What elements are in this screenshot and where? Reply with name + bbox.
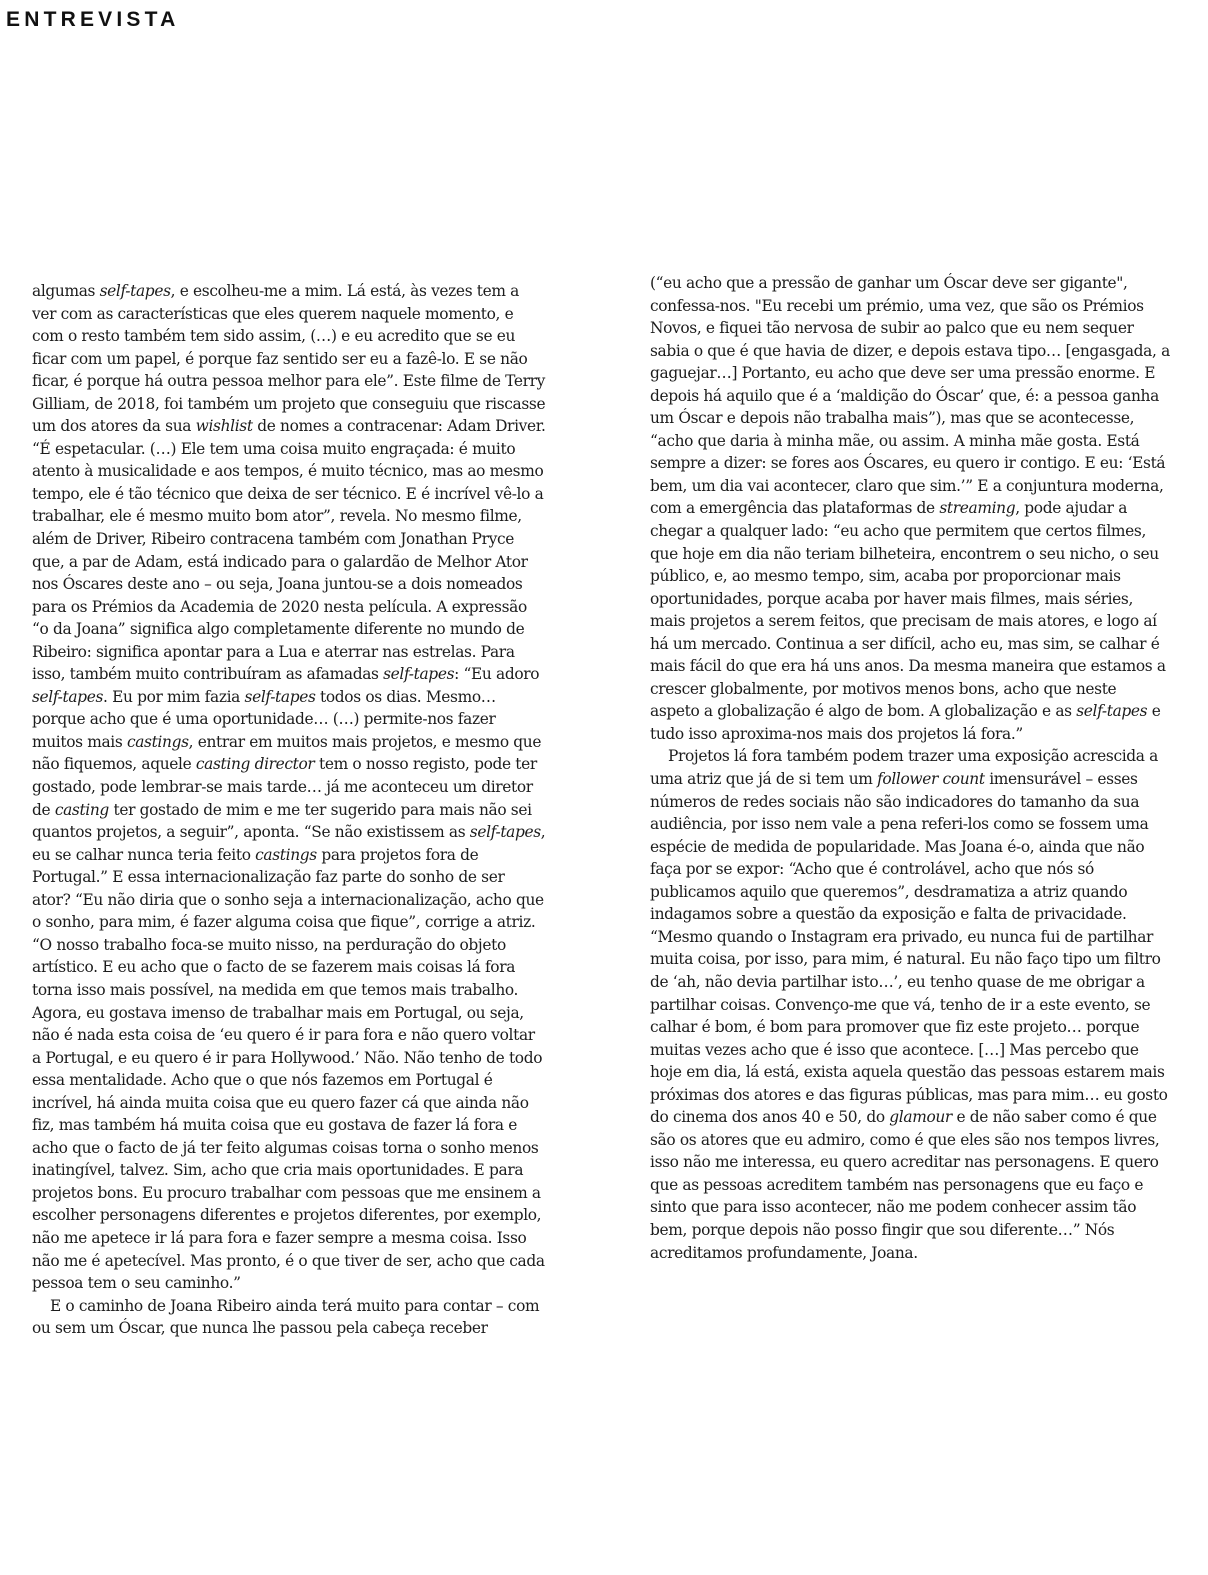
italic-term: glamour	[889, 1108, 952, 1127]
italic-term: self-tapes	[99, 282, 171, 300]
italic-term: self-tapes	[32, 687, 103, 706]
italic-term: wishlist	[195, 417, 253, 436]
italic-term: castings	[126, 732, 189, 751]
article-column-right	[650, 272, 1170, 1264]
paragraph: E o caminho de Joana Ribeiro ainda terá muito para contar – com ou sem um Óscar, que nunca lhe passou pela cabeça receber	[32, 1296, 540, 1338]
italic-term: self-tapes	[383, 665, 455, 684]
italic-term: streaming	[939, 499, 1016, 518]
italic-term: casting director	[195, 755, 315, 774]
italic-term: self-tapes	[244, 687, 316, 706]
italic-term: follower count	[877, 770, 985, 789]
paragraph: Projetos lá fora também podem trazer uma exposição acrescida a uma atriz que já de si tem um follower count imensurável – esses números de redes sociais não são indicadores do tamanho da sua audiência, por isso nem vale a pena referi-los como se fossem uma espécie de medida de popularidade. Mas Joana é-o, ainda que não faça por se expor: “Acho que é controlável, acho que nós só publicamos aquilo que queremos”, desdramatiza a atriz quando indagamos sobre a questão da exposição e falta de privacidade. “Mesmo quando o Instagram era privado, eu nunca fui de partilhar muita coisa, por isso, para mim, é natural. Eu não faço tipo um filtro de ‘ah, não devia partilhar isto…’, eu tenho quase de me obrigar a partilhar coisas. Convenço-me que vá, tenho de ir a este evento, se calhar é bom, é bom para promover que fiz este projeto… porque muitas vezes acho que é isso que acontece. […] Mas percebo que hoje em dia, lá está, exista aquela questão das pessoas estarem mais próximas dos atores e das figuras públicas, mas para mim… eu gosto do cinema dos anos 40 e 50, do glamour e de não saber como é que são os atores que eu admiro, como é que eles são nos tempos livres, isso não me interessa, eu quero acreditar nas personagens. E quero que as pessoas acreditem também nas personagens que eu faço e sinto que para isso acontecer, não me podem conhecer assim tão bem, porque depois não posso fingir que sou diferente…” Nós acreditamos profundamente, Joana.	[650, 747, 1168, 1262]
paragraph: algumas self-tapes, e escolheu-me a mim. Lá está, às vezes tem a ver com as características que eles querem naquele momento, e com o resto também tem sido assim, (…) e eu acredito que se eu ficar com um papel, é porque faz sentido ser eu a fazê-lo. E se não ficar, é porque há outra pessoa melhor para ele”. Este filme de Terry Gilliam, de 2018, foi também um projeto que conseguiu que riscasse um dos atores da sua wishlist de nomes a contracenar: Adam Driver. “É espetacular. (…) Ele tem uma coisa muito engraçada: é muito atento à musicalidade e aos tempos, é muito técnico, mas ao mesmo tempo, ele é tão técnico que deixa de ser técnico. E é incrível vê-lo a trabalhar, ele é mesmo muito bom ator”, revela. No mesmo filme, além de Driver, Ribeiro contracena também com Jonathan Pryce que, a par de Adam, está indicado para o galardão de Melhor Ator nos Óscares deste ano – ou seja, Joana juntou-se a dois nomeados para os Prémios da Academia de 2020 nesta película. A expressão “o da Joana” significa algo completamente diferente no mundo de Ribeiro: significa apontar para a Lua e aterrar nas estrelas. Para isso, também muito contribuíram as afamadas self-tapes: “Eu adoro self-tapes. Eu por mim fazia self-tapes todos os dias. Mesmo… porque acho que é uma oportunidade… (…) permite-nos fazer muitos mais castings, entrar em muitos mais projetos, e mesmo que não fiquemos, aquele casting director tem o nosso registo, pode ter gostado, pode lembrar-se mais tarde… já me aconteceu um diretor de casting ter gostado de mim e me ter sugerido para mais não sei quantos projetos, a seguir”, aponta. “Se não existissem as self-tapes, eu se calhar nunca teria feito castings para projetos fora de Portugal.” E essa internacionalização faz parte do sonho de ser ator? “Eu não diria que o sonho seja a internacionalização, acho que o sonho, para mim, é fazer alguma coisa que fique”, corrige a atriz. “O nosso trabalho foca-se muito nisso, na perduração do objeto artístico. E eu acho que o facto de se fazerem mais coisas lá fora torna isso mais possível, na medida em que temos mais trabalho. Agora, eu gostava imenso de trabalhar mais em Portugal, ou seja, não é nada esta coisa de ‘eu quero é ir para fora e não quero voltar a Portugal, e eu quero é ir para Hollywood.’ Não. Não tenho de todo essa mentalidade. Acho que o que nós fazemos em Portugal é incrível, há ainda muita coisa que eu quero fazer cá que ainda não fiz, mas também há muita coisa que eu gostava de fazer lá fora e acho que o facto de já ter feito algumas coisas torna o sonho menos inatingível, talvez. Sim, acho que cria mais oportunidades. E para projetos bons. Eu procuro trabalhar com pessoas que me ensinem a escolher personagens diferentes e projetos diferentes, por exemplo, não me apetece ir lá para fora e fazer sempre a mesma coisa. Isso não me é apetecível. Mas pronto, é o que tiver de ser, acho que cada pessoa tem o seu caminho.”	[32, 282, 546, 1293]
italic-term: self-tapes	[1076, 702, 1148, 721]
italic-term: casting	[54, 800, 109, 819]
paragraph: (“eu acho que a pressão de ganhar um Óscar deve ser gigante", confessa-nos. "Eu recebi um prémio, uma vez, que são os Prémios Novos, e fiquei tão nervosa de subir ao palco que eu nem sequer sabia o que é que havia de dizer, e depois estava tipo… [engasgada, a gaguejar…] Portanto, eu acho que deve ser uma pressão enorme. E depois há aquilo que é a ‘maldição do Óscar’ que, é: a pessoa ganha um Óscar e depois não trabalha mais”), mas que se acontecesse, “acho que daria à minha mãe, ou assim. A minha mãe gosta. Está sempre a dizer: se fores aos Óscares, eu quero ir contigo. E eu: ‘Está bem, um dia vai acontecer, claro que sim.’” E a conjuntura moderna, com a emergência das plataformas de streaming, pode ajudar a chegar a qualquer lado: “eu acho que permitem que certos filmes, que hoje em dia não teriam bilheteira, encontrem o seu nicho, o seu público, e, ao mesmo tempo, sim, acaba por proporcionar mais oportunidades, porque acaba por haver mais filmes, mais séries, mais projetos a serem feitos, que precisam de mais atores, e logo aí há um mercado. Continua a ser difícil, acho eu, mas sim, se calhar é mais fácil do que era há uns anos. Da mesma maneira que estamos a crescer globalmente, por motivos menos bons, acho que neste aspeto a globalização é algo de bom. A globalização e as self-tapes e tudo isso aproxima-nos mais dos projetos lá fora.”	[650, 274, 1170, 743]
article-column-left	[32, 280, 547, 1340]
italic-term: self-tapes	[469, 823, 541, 842]
italic-term: castings	[255, 845, 317, 864]
section-label: ENTREVISTA	[6, 8, 180, 31]
